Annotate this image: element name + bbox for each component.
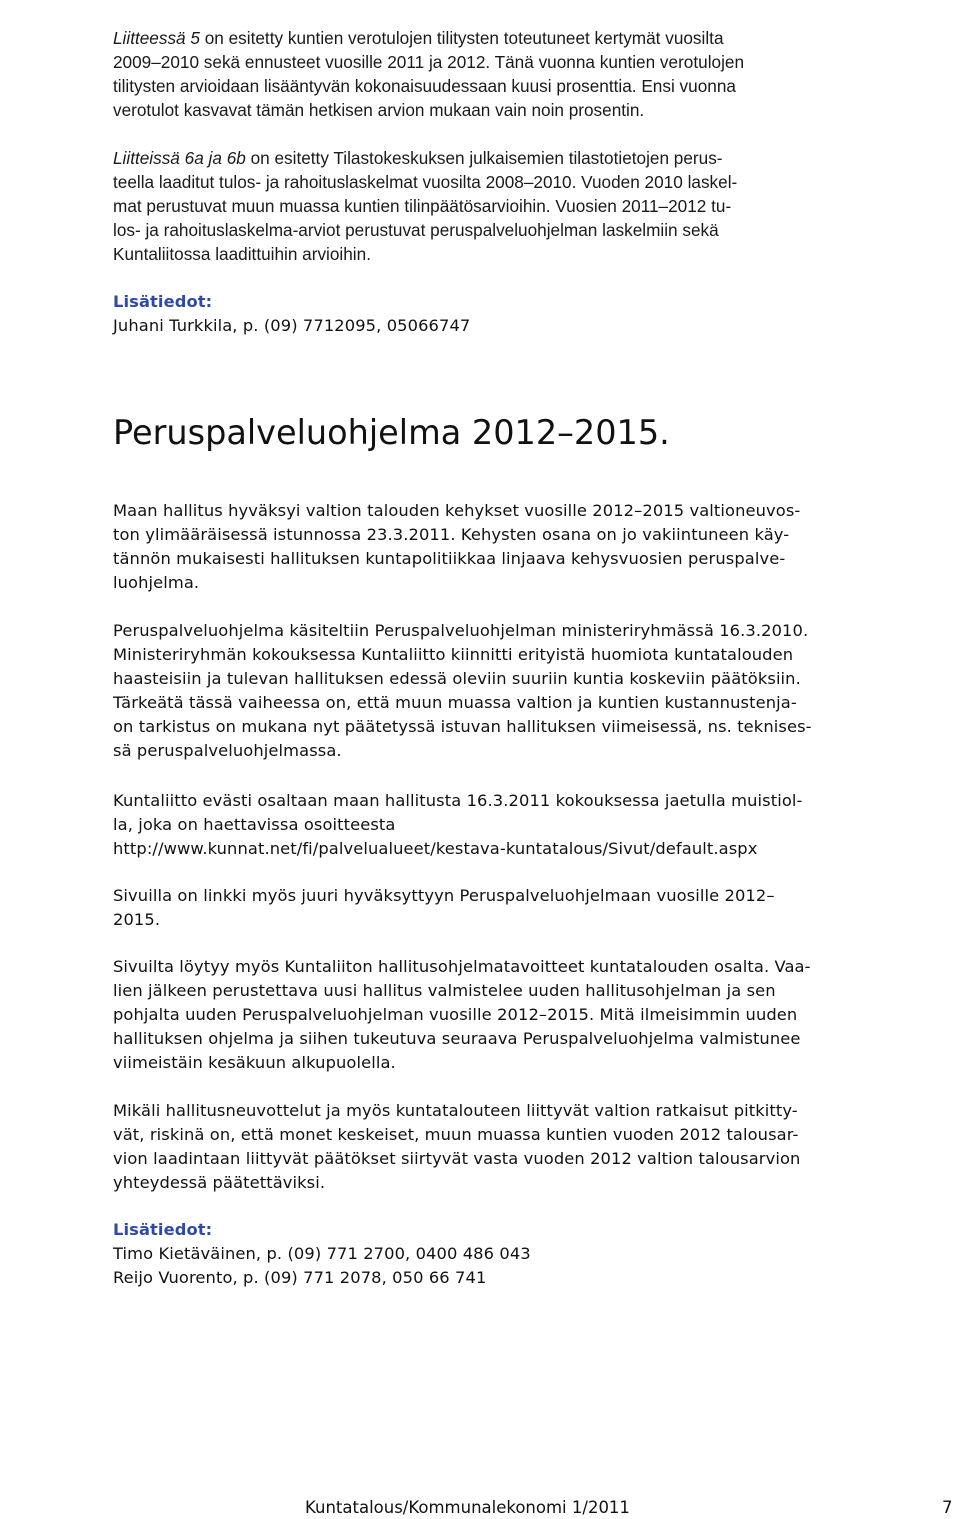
appendix-line-1-text: on esitetty Tilastokeskuksen julkaisemien tilastotietojen perus- [245,148,723,168]
contact-line-turkkila: Juhani Turkkila, p. (09) 7712095, 05066747 [113,316,471,335]
paragraph-4 [113,884,775,932]
contact-block-1 [113,290,470,338]
appendix-paragraph [113,146,737,266]
appendix-line-4: los- ja rahoituslaskelma-arviot perustuvat peruspalveluohjelman laskelmiin sekä [113,220,719,240]
paragraph-1-line-3: tännön mukaisesti hallituksen kuntapolitiikkaa linjaava kehysvuosien peruspalve- [113,549,786,568]
page-footer [305,1498,955,1518]
paragraph-2-line-5: on tarkistus on mukana nyt päätetyssä istuvan hallituksen viimeisessä, ns. teknises- [113,717,812,736]
paragraph-3-line-2: la, joka on haettavissa osoitteesta [113,815,396,834]
paragraph-2-line-3: haasteisiin ja tulevan hallituksen edessä oleviin suuriin kuntia koskeviin päätöksiin. [113,669,801,688]
page-title: Peruspalveluohjelma 2012–2015. [113,413,670,452]
intro-line-3: tilitysten arvioidaan lisääntyvän kokonaisuudessaan kuusi prosenttia. Ensi vuonna [113,76,736,96]
appendix-line-3: mat perustuvat muun muassa kuntien tilinpäätösarvioihin. Vuosien 2011–2012 tu- [113,196,732,216]
contact-block-2 [113,1218,531,1290]
contact-line-vuorento: Reijo Vuorento, p. (09) 771 2078, 050 66 741 [113,1268,487,1287]
paragraph-5-line-4: hallituksen ohjelma ja siihen tukeutuva seuraava Peruspalveluohjelma valmistunee [113,1029,801,1048]
paragraph-5-line-3: pohjalta uuden Peruspalveluohjelman vuosille 2012–2015. Mitä ilmeisimmin uuden [113,1005,798,1024]
appendix-line-2: teella laaditut tulos- ja rahoituslaskelmat vuosilta 2008–2010. Vuoden 2010 laskel- [113,172,738,192]
appendix-line-5: Kuntaliitossa laadittuihin arvioihin. [113,244,371,264]
appendix-line-1 [113,146,737,170]
paragraph-6-line-2: vät, riskinä on, että monet keskeiset, muun muassa kuntien vuoden 2012 talousar- [113,1125,799,1144]
intro-line-1-text: on esitetty kuntien verotulojen tilitysten toteutuneet kertymät vuosilta [199,28,724,48]
paragraph-2-line-1: Peruspalveluohjelma käsiteltiin Peruspalveluohjelman ministeriryhmässä 16.3.2010. [113,621,809,640]
paragraph-3-line-1: Kuntaliitto evästi osaltaan maan hallitusta 16.3.2011 kokouksessa jaetulla muistiol- [113,791,803,810]
footer-publication: Kuntatalous/Kommunalekonomi 1/2011 [305,1498,630,1517]
intro-line-4: verotulot kasvavat tämän hetkisen arvion mukaan vain noin prosentin. [113,100,645,120]
paragraph-2-line-2: Ministeriryhmän kokouksessa Kuntaliitto kiinnitti erityistä huomiota kuntatalouden [113,645,794,664]
kuntaliitto-url-link[interactable]: http://www.kunnat.net/fi/palvelualueet/kestava-kuntatalous/Sivut/default.aspx [113,839,758,858]
paragraph-1-line-2: ton ylimääräisessä istunnossa 23.3.2011. Kehysten osana on jo vakiintuneen käy- [113,525,790,544]
paragraph-1 [113,499,800,595]
appendix-italic-lead: Liitteissä 6a ja 6b [113,148,246,168]
intro-line-1 [113,26,744,50]
paragraph-6-line-4: yhteydessä päätettäviksi. [113,1173,326,1192]
paragraph-5-line-5: viimeistäin kesäkuun alkupuolella. [113,1053,396,1072]
contact-label-1: Lisätiedot: [113,292,213,311]
paragraph-2 [113,619,812,763]
paragraph-2-line-6: sä peruspalveluohjelmassa. [113,741,342,760]
paragraph-1-line-4: luohjelma. [113,573,200,592]
paragraph-6-line-1: Mikäli hallitusneuvottelut ja myös kuntatalouteen liittyvät valtion ratkaisut pitkitty- [113,1101,798,1120]
paragraph-2-line-4: Tärkeätä tässä vaiheessa on, että muun muassa valtion ja kuntien kustannustenja- [113,693,797,712]
paragraph-5-line-2: lien jälkeen perustettava uusi hallitus valmistelee uuden hallitusohjelman ja sen [113,981,776,1000]
page-number: 7 [942,1498,953,1517]
contact-line-kietavainen: Timo Kietäväinen, p. (09) 771 2700, 0400 486 043 [113,1244,531,1263]
paragraph-5 [113,955,811,1075]
paragraph-4-line-1: Sivuilla on linkki myös juuri hyväksyttyyn Peruspalveluohjelmaan vuosille 2012– [113,886,775,905]
paragraph-6 [113,1099,800,1195]
intro-paragraph [113,26,744,122]
paragraph-5-line-1: Sivuilta löytyy myös Kuntaliiton hallitusohjelmatavoitteet kuntatalouden osalta. Vaa- [113,957,811,976]
paragraph-4-line-2: 2015. [113,910,161,929]
paragraph-1-line-1: Maan hallitus hyväksyi valtion talouden kehykset vuosille 2012–2015 valtioneuvos- [113,501,801,520]
paragraph-6-line-3: vion laadintaan liittyvät päätökset siirtyvät vasta vuoden 2012 valtion talousarvion [113,1149,801,1168]
intro-italic-lead: Liitteessä 5 [113,28,200,48]
paragraph-3 [113,789,803,861]
contact-label-2: Lisätiedot: [113,1220,213,1239]
intro-line-2: 2009–2010 sekä ennusteet vuosille 2011 ja 2012. Tänä vuonna kuntien verotulojen [113,52,745,72]
